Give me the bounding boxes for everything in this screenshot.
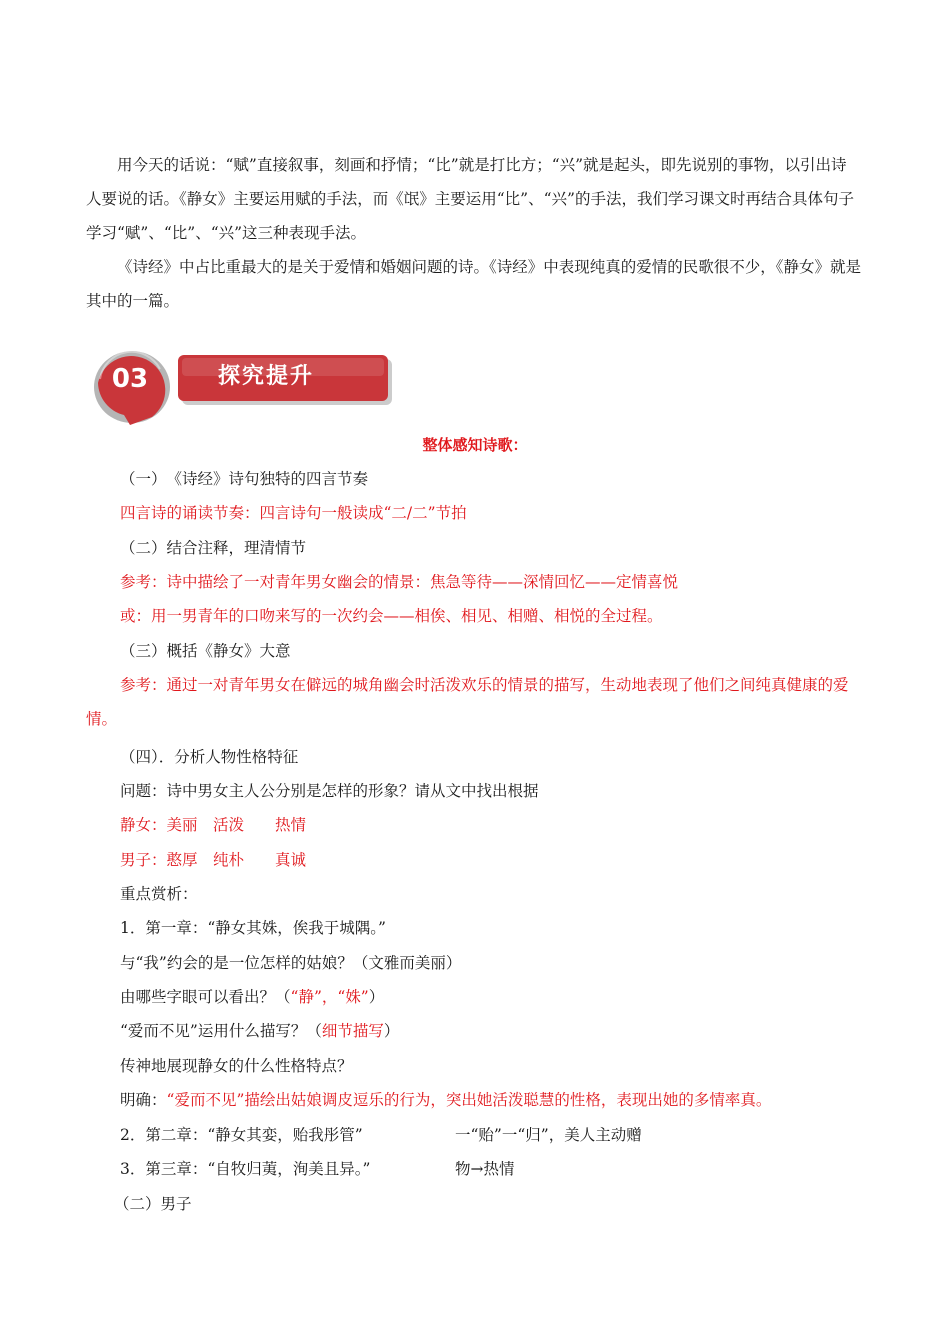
item-question: 问题：诗中男女主人公分别是怎样的形象？请从文中找出根据 (120, 782, 539, 800)
item-chapter-2-note: 一“贻”一“归”，美人主动赠 (455, 1126, 642, 1144)
item-a2a: 参考：诗中描绘了一对青年男女幽会的情景：焦急等待——深情回忆——定情喜悦 (120, 573, 679, 591)
c1a-prefix: 明确： (120, 1091, 167, 1109)
section-number: 03 (111, 364, 149, 394)
c1q2-highlight: “静”，“姝” (290, 988, 369, 1006)
section-banner (90, 345, 400, 425)
item-q2: （二）结合注释，理清情节 (120, 539, 307, 557)
item-chapter-1: 1．第一章：“静女其姝，俟我于城隅。” (120, 919, 386, 937)
item-chapter-3-note: 物→热情 (455, 1160, 515, 1178)
intro-paragraph-2: 《诗经》中占比重最大的是关于爱情和婚姻问题的诗。《诗经》中表现纯真的爱情的民歌很不少，《静女》就是其中的一篇。 (86, 258, 862, 310)
item-chapter-1-answer (120, 1083, 771, 1117)
item-q3: （三）概括《静女》大意 (120, 642, 291, 660)
item-a2b: 或：用一男青年的口吻来写的一次约会——相俟、相见、相赠、相悦的全过程。 (120, 607, 663, 625)
item-chapter-1-q4: 传神地展现静女的什么性格特点？ (120, 1057, 353, 1075)
c1a-highlight: “爱而不见”描绘出姑娘调皮逗乐的行为，突出她活泼聪慧的性格，表现出她的多情率真。 (166, 1091, 772, 1109)
c1q3-highlight: 细节描写 (321, 1022, 384, 1040)
c1q2-prefix: 由哪些字眼可以看出？（ (120, 988, 291, 1006)
item-chapter-1-q1: 与“我”约会的是一位怎样的姑娘？（文雅而美丽） (120, 954, 462, 972)
item-male-section: （二）男子 (114, 1195, 192, 1213)
c1q2-suffix: ） (368, 988, 385, 1006)
item-a3: 参考：通过一对青年男女在僻远的城角幽会时活泼欢乐的情景的描写，生动地表现了他们之间纯真健康的爱情。 (86, 676, 849, 728)
item-q4: （四）．分析人物性格特征 (120, 748, 299, 766)
section-title: 探究提升 (218, 364, 315, 389)
item-male-traits: 男子：憨厚 纯朴 真诚 (120, 851, 307, 869)
item-q1: （一） 《诗经》诗句独特的四言节奏 (120, 470, 369, 488)
item-female-traits: 静女：美丽 活泼 热情 (120, 816, 307, 834)
item-chapter-3: 3．第三章：“自牧归荑，洵美且异。” (120, 1160, 371, 1178)
item-key-analysis: 重点赏析： (120, 885, 198, 903)
intro-paragraph-1: 用今天的话说：“赋”直接叙事，刻画和抒情；“比”就是打比方；“兴”就是起头，即先说别的事物，以引出诗人要说的话。《静女》主要运用赋的手法，而《氓》主要运用“比”、“兴”的手法，我们学习课文时再结合具体句子学习“赋”、“比”、“兴”这三种表现手法。 (86, 156, 854, 242)
section-heading: 整体感知诗歌： (422, 436, 528, 454)
c1q3-prefix: “爱而不见”运用什么描写？（ (120, 1022, 322, 1040)
c1q3-suffix: ） (383, 1022, 400, 1040)
item-chapter-1-q3 (120, 1014, 399, 1048)
item-a1: 四言诗的诵读节奏：四言诗句一般读成“二/二”节拍 (120, 504, 467, 522)
item-chapter-1-q2 (120, 980, 384, 1014)
item-chapter-2: 2．第二章：“静女其娈，贻我彤管” (120, 1126, 363, 1144)
